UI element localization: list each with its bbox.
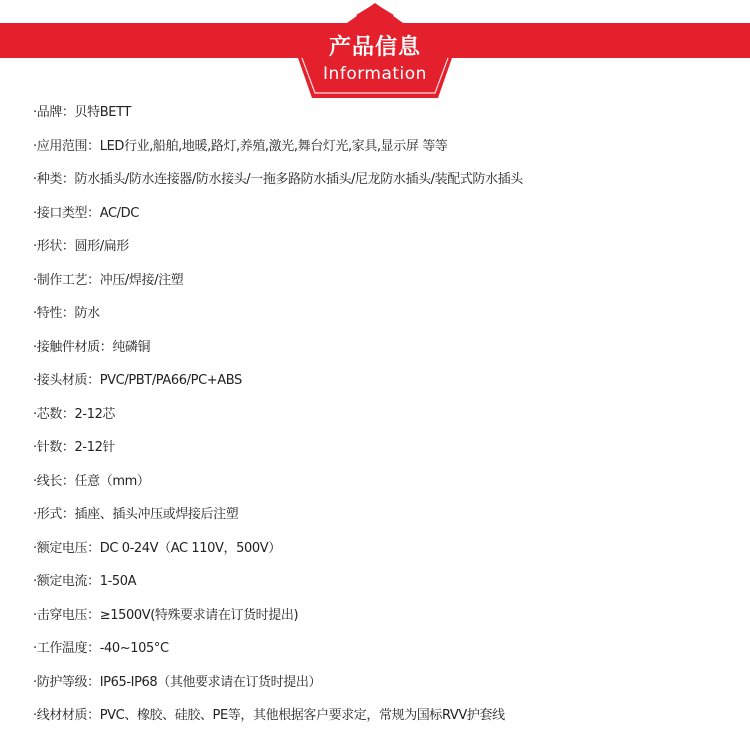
spec-item-cable-material: ·线材材质：PVC、橡胶、硅胶、PE等，其他根据客户要求定，常规为国标RVV护套线 (33, 708, 505, 723)
spec-item-process: ·制作工艺：冲压/焊接/注塑 (33, 272, 184, 288)
spec-item-form: ·形式：插座、插头冲压或焊接后注塑 (33, 507, 239, 522)
spec-item-breakdown-voltage: ·击穿电压：≥1500V(特殊要求请在订货时提出) (33, 607, 299, 623)
spec-list (33, 101, 523, 738)
spec-item-interface: ·接口类型：AC/DC (33, 205, 139, 221)
spec-item-application: ·应用范围：LED行业,船舶,地暖,路灯,养殖,激光,舞台灯光,家具,显示屏 等等 (33, 138, 448, 154)
spec-item-pins: ·针数：2-12针 (33, 440, 116, 455)
spec-item-operating-temp: ·工作温度：-40~105°C (33, 641, 169, 656)
spec-item-connector-material: ·接头材质：PVC/PBT/PA66/PC+ABS (33, 373, 242, 388)
spec-item-feature: ·特性：防水 (33, 306, 100, 321)
spec-item-protection-level: ·防护等级：IP65-IP68（其他要求请在订货时提出） (33, 674, 322, 690)
spec-item-cable-length: ·线长：任意（mm） (33, 473, 150, 489)
spec-item-contact-material: ·接触件材质：纯磷铜 (33, 339, 151, 355)
header-title-chinese: 产品信息 (328, 35, 421, 60)
spec-item-brand: ·品牌：贝特BETT (33, 105, 131, 120)
spec-item-type: ·种类：防水插头/防水连接器/防水接头/一拖多路防水插头/尼龙防水插头/装配式防水插头 (33, 172, 523, 187)
header-title-english: Information (323, 64, 427, 84)
spec-item-cores: ·芯数：2-12芯 (33, 406, 116, 422)
spec-item-rated-voltage: ·额定电压：DC 0-24V（AC 110V，500V） (33, 540, 281, 556)
spec-item-shape: ·形状：圆形/扁形 (33, 239, 129, 254)
spec-item-rated-current: ·额定电流：1-50A (33, 574, 137, 589)
